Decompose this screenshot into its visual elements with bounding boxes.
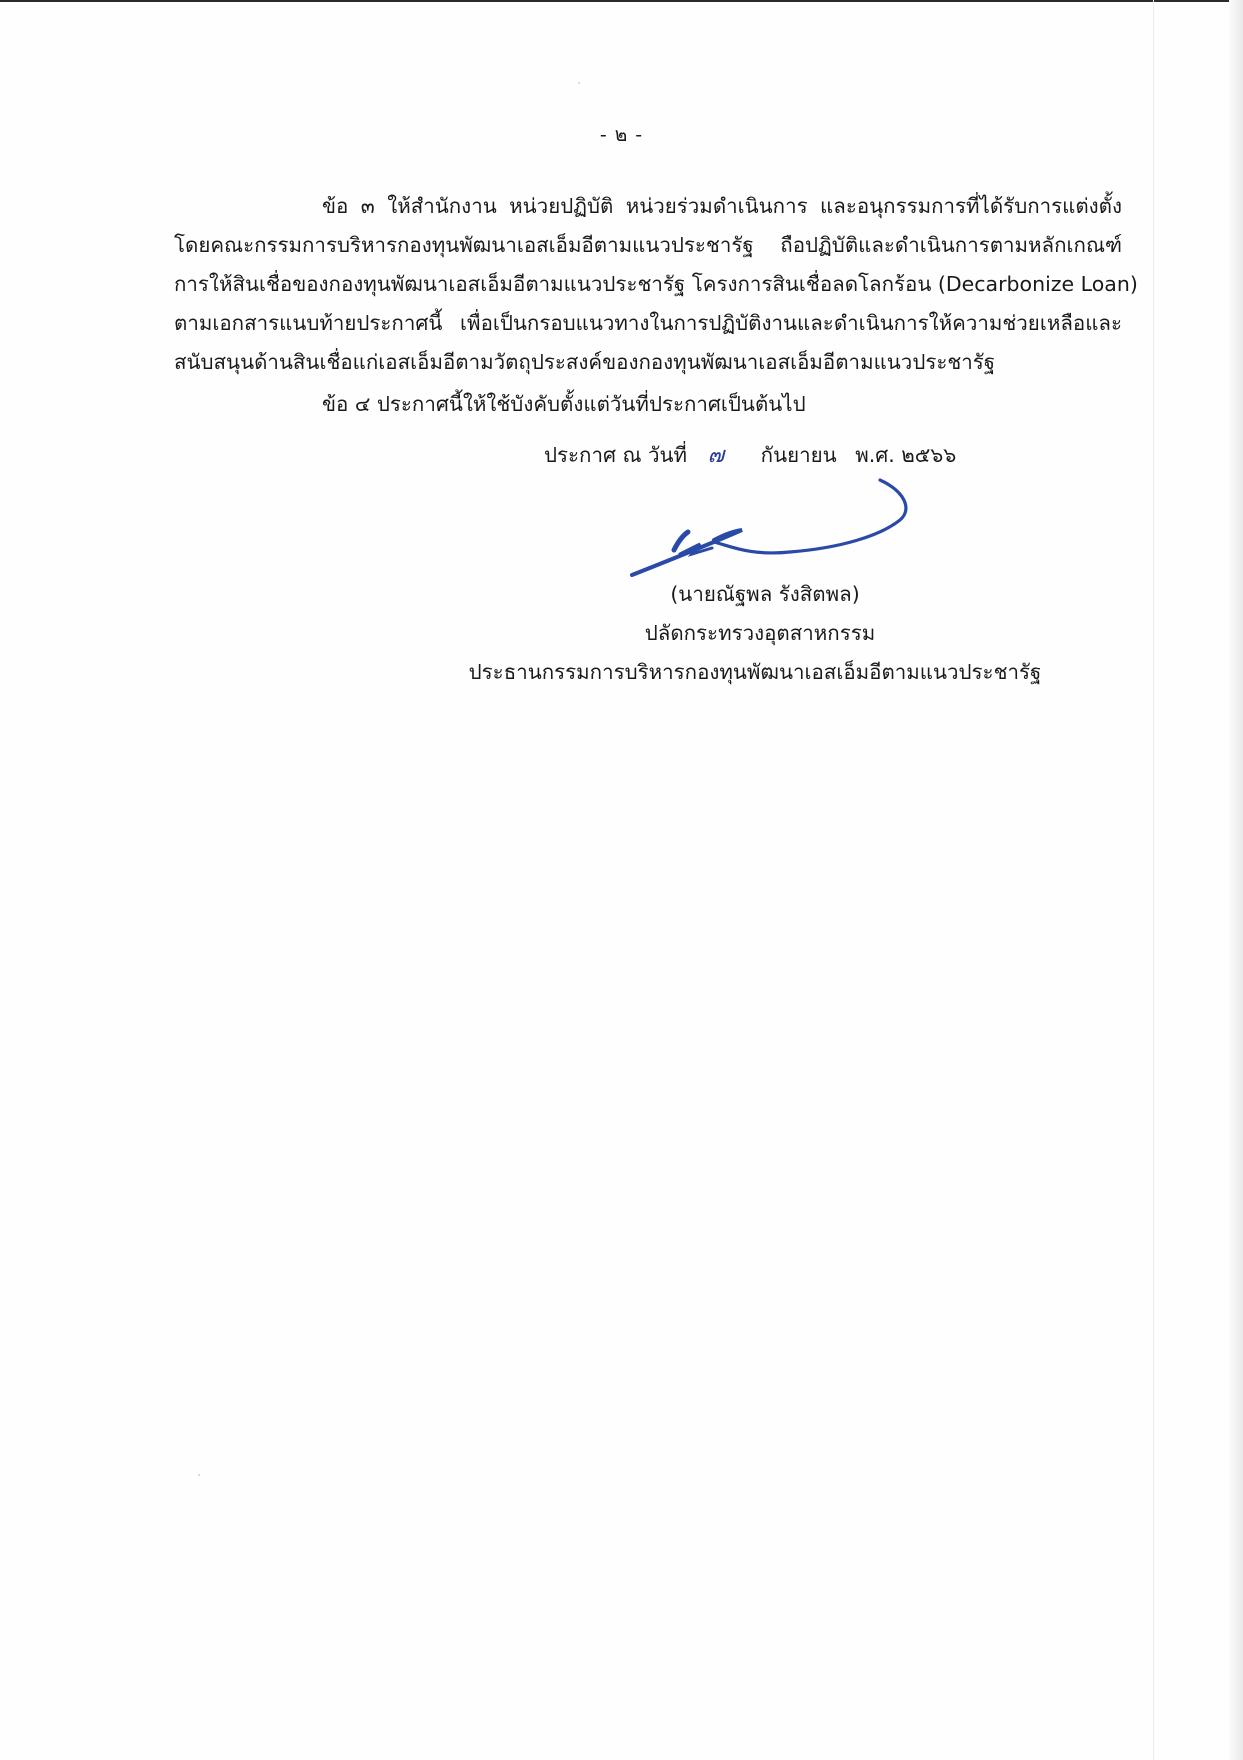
handwritten-signature [630, 472, 920, 582]
page-number: - ๒ - [599, 124, 644, 146]
scan-speck [198, 1474, 200, 1476]
clause-3-paragraph [174, 187, 1138, 382]
date-day-handwritten: ๗ [707, 443, 725, 468]
signer-block [430, 575, 1080, 692]
scan-speck [578, 82, 580, 84]
date-prefix: ประกาศ ณ วันที่ [544, 443, 688, 467]
clause-4-paragraph [174, 385, 1122, 424]
date-month: กันยายน [760, 443, 837, 467]
clause-3-line: ตามเอกสารแนบท้ายประกาศนี้ เพื่อเป็นกรอบแนวทางในการปฏิบัติงานและดำเนินการให้ความช่วยเหลือและ [174, 311, 1122, 335]
scan-top-border [0, 0, 1243, 2]
signer-title: ปลัดกระทรวงอุตสาหกรรม [644, 621, 876, 645]
clause-3-line: สนับสนุนด้านสินเชื่อแก่เอสเอ็มอีตามวัตถุประสงค์ของกองทุนพัฒนาเอสเอ็มอีตามแนวประชารัฐ [174, 350, 996, 374]
clause-3-line: ข้อ ๓ ให้สำนักงาน หน่วยปฏิบัติ หน่วยร่วมดำเนินการ และอนุกรรมการที่ได้รับการแต่งตั้ง [322, 194, 1122, 218]
signer-name: (นายณัฐพล รังสิตพล) [670, 582, 860, 606]
scan-fold-line [1153, 0, 1154, 1760]
clause-4-line: ข้อ ๔ ประกาศนี้ให้ใช้บังคับตั้งแต่วันที่ประกาศเป็นต้นไป [322, 392, 806, 416]
clause-3-line: การให้สินเชื่อของกองทุนพัฒนาเอสเอ็มอีตามแนวประชารัฐ โครงการสินเชื่อลดโลกร้อน (Decarbonize Loan) [174, 272, 1138, 296]
clause-3-line: โดยคณะกรรมการบริหารกองทุนพัฒนาเอสเอ็มอีตามแนวประชารัฐ ถือปฏิบัติและดำเนินการตามหลักเกณฑ์ [174, 233, 1122, 257]
scan-right-edge [1229, 0, 1243, 1760]
date-year: พ.ศ. ๒๕๖๖ [855, 443, 957, 467]
announcement-date [544, 437, 956, 472]
signer-title: ประธานกรรมการบริหารกองทุนพัฒนาเอสเอ็มอีตามแนวประชารัฐ [468, 660, 1042, 684]
